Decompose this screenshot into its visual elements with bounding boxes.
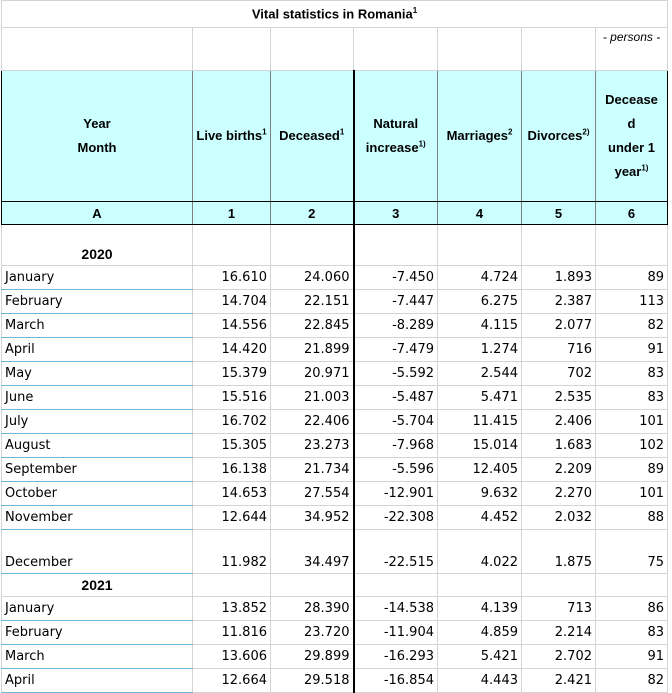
table-row	[2, 458, 668, 482]
table-title[interactable]	[2, 1, 668, 28]
empty-cell[interactable]	[522, 28, 596, 71]
divorces-cell[interactable]: 2.032	[522, 506, 596, 530]
month-cell[interactable]: January	[2, 597, 193, 621]
natural-increase-cell[interactable]: -22.515	[354, 530, 438, 574]
column-header-label: Marriages	[446, 128, 508, 143]
unit-label[interactable]: - persons -	[596, 28, 668, 71]
live-births-cell[interactable]: 15.516	[193, 386, 271, 410]
empty-cell[interactable]	[438, 225, 522, 244]
empty-cell[interactable]	[354, 243, 438, 266]
divorces-cell[interactable]: 716	[522, 338, 596, 362]
column-header-note: 1	[262, 127, 267, 137]
vital-statistics-table	[1, 0, 668, 693]
table-row	[2, 669, 668, 693]
table-row	[2, 434, 668, 458]
month-cell[interactable]: April	[2, 669, 193, 693]
marriages-cell[interactable]: 4.139	[438, 597, 522, 621]
deceased-cell[interactable]: 29.518	[271, 669, 354, 693]
month-cell[interactable]: October	[2, 482, 193, 506]
deceased-cell[interactable]: 28.390	[271, 597, 354, 621]
natural-increase-cell[interactable]: -5.592	[354, 362, 438, 386]
marriages-cell[interactable]: 4.724	[438, 266, 522, 290]
marriages-cell[interactable]: 5.471	[438, 386, 522, 410]
divorces-cell[interactable]: 2.209	[522, 458, 596, 482]
empty-cell[interactable]	[271, 225, 354, 244]
natural-increase-cell[interactable]: -7.450	[354, 266, 438, 290]
marriages-cell[interactable]: 11.415	[438, 410, 522, 434]
empty-cell[interactable]	[522, 225, 596, 244]
month-cell[interactable]: August	[2, 434, 193, 458]
deceased-cell[interactable]: 34.952	[271, 506, 354, 530]
table-row	[2, 410, 668, 434]
marriages-cell[interactable]: 4.859	[438, 621, 522, 645]
live-births-cell[interactable]: 11.982	[193, 530, 271, 574]
live-births-cell[interactable]: 16.702	[193, 410, 271, 434]
deceased-under-1-cell[interactable]: 89	[596, 458, 668, 482]
column-index-row	[2, 202, 668, 225]
divorces-cell[interactable]: 702	[522, 362, 596, 386]
table-title-note: 1	[412, 6, 418, 16]
natural-increase-cell[interactable]: -16.293	[354, 645, 438, 669]
column-header-label: Divorces	[527, 128, 583, 143]
year-row	[2, 574, 668, 597]
empty-cell[interactable]	[354, 574, 438, 597]
month-cell[interactable]: May	[2, 362, 193, 386]
empty-cell[interactable]	[271, 574, 354, 597]
marriages-cell[interactable]: 4.443	[438, 669, 522, 693]
empty-cell[interactable]	[596, 574, 668, 597]
live-births-cell[interactable]: 14.653	[193, 482, 271, 506]
divorces-cell[interactable]: 713	[522, 597, 596, 621]
table-row	[2, 386, 668, 410]
header-row	[2, 71, 668, 202]
empty-cell[interactable]	[193, 574, 271, 597]
deceased-cell[interactable]: 22.406	[271, 410, 354, 434]
empty-cell[interactable]	[438, 243, 522, 266]
month-cell[interactable]: March	[2, 314, 193, 338]
divorces-cell[interactable]: 1.875	[522, 530, 596, 574]
column-header[interactable]	[596, 71, 668, 202]
column-header[interactable]	[2, 71, 193, 202]
empty-cell[interactable]	[596, 243, 668, 266]
deceased-under-1-cell[interactable]: 86	[596, 597, 668, 621]
month-cell[interactable]: February	[2, 290, 193, 314]
live-births-cell[interactable]: 13.852	[193, 597, 271, 621]
live-births-cell[interactable]: 12.664	[193, 669, 271, 693]
deceased-under-1-cell[interactable]: 83	[596, 621, 668, 645]
divorces-cell[interactable]: 2.535	[522, 386, 596, 410]
table-row	[2, 597, 668, 621]
column-header[interactable]	[193, 71, 271, 202]
live-births-cell[interactable]: 14.556	[193, 314, 271, 338]
month-cell[interactable]: February	[2, 621, 193, 645]
deceased-cell[interactable]: 22.845	[271, 314, 354, 338]
column-header-label: Deceased	[279, 128, 340, 143]
column-header[interactable]	[438, 71, 522, 202]
empty-cell[interactable]	[2, 225, 193, 244]
empty-cell[interactable]	[271, 243, 354, 266]
natural-increase-cell[interactable]: -5.596	[354, 458, 438, 482]
empty-cell[interactable]	[596, 225, 668, 244]
column-header-label: Live births	[196, 128, 263, 143]
column-index-cell[interactable]: 5	[522, 202, 596, 225]
empty-cell[interactable]	[438, 28, 522, 71]
month-cell[interactable]: July	[2, 410, 193, 434]
year-label[interactable]: 2020	[2, 243, 193, 266]
column-index-cell[interactable]: 3	[354, 202, 438, 225]
column-index-cell[interactable]: 2	[271, 202, 354, 225]
column-header[interactable]	[522, 71, 596, 202]
deceased-under-1-cell[interactable]: 82	[596, 669, 668, 693]
live-births-cell[interactable]: 16.610	[193, 266, 271, 290]
live-births-cell[interactable]: 15.379	[193, 362, 271, 386]
live-births-cell[interactable]: 14.420	[193, 338, 271, 362]
deceased-cell[interactable]: 29.899	[271, 645, 354, 669]
deceased-under-1-cell[interactable]: 88	[596, 506, 668, 530]
natural-increase-cell[interactable]: -5.704	[354, 410, 438, 434]
deceased-under-1-cell[interactable]: 89	[596, 266, 668, 290]
live-births-cell[interactable]: 11.816	[193, 621, 271, 645]
table-row	[2, 621, 668, 645]
column-index-cell[interactable]: 4	[438, 202, 522, 225]
divorces-cell[interactable]: 1.893	[522, 266, 596, 290]
natural-increase-cell[interactable]: -7.968	[354, 434, 438, 458]
deceased-under-1-cell[interactable]: 75	[596, 530, 668, 574]
column-header-label: Decease d under 1 year	[605, 92, 658, 179]
divorces-cell[interactable]: 2.387	[522, 290, 596, 314]
empty-cell[interactable]	[438, 574, 522, 597]
column-header-note: 2	[507, 127, 513, 137]
deceased-under-1-cell[interactable]: 82	[596, 314, 668, 338]
natural-increase-cell[interactable]: -11.904	[354, 621, 438, 645]
month-cell[interactable]: December	[2, 530, 193, 574]
natural-increase-cell[interactable]: -14.538	[354, 597, 438, 621]
deceased-under-1-cell[interactable]: 91	[596, 338, 668, 362]
divorces-cell[interactable]: 2.077	[522, 314, 596, 338]
deceased-cell[interactable]: 24.060	[271, 266, 354, 290]
column-index-cell[interactable]: 6	[596, 202, 668, 225]
column-index-cell[interactable]: A	[2, 202, 193, 225]
deceased-cell[interactable]: 27.554	[271, 482, 354, 506]
table-row	[2, 645, 668, 669]
column-header-note: 1	[339, 127, 345, 137]
marriages-cell[interactable]: 4.115	[438, 314, 522, 338]
live-births-cell[interactable]: 14.704	[193, 290, 271, 314]
live-births-cell[interactable]: 13.606	[193, 645, 271, 669]
natural-increase-cell[interactable]: -8.289	[354, 314, 438, 338]
divorces-cell[interactable]: 2.406	[522, 410, 596, 434]
marriages-cell[interactable]: 4.452	[438, 506, 522, 530]
deceased-cell[interactable]: 21.734	[271, 458, 354, 482]
deceased-under-1-cell[interactable]: 101	[596, 482, 668, 506]
table-row	[2, 290, 668, 314]
year-label[interactable]: 2021	[2, 574, 193, 597]
divorces-cell[interactable]: 1.683	[522, 434, 596, 458]
divorces-cell[interactable]: 2.270	[522, 482, 596, 506]
deceased-under-1-cell[interactable]: 102	[596, 434, 668, 458]
natural-increase-cell[interactable]: -12.901	[354, 482, 438, 506]
marriages-cell[interactable]: 1.274	[438, 338, 522, 362]
deceased-cell[interactable]: 21.899	[271, 338, 354, 362]
table-row	[2, 530, 668, 574]
empty-cell[interactable]	[193, 243, 271, 266]
table-title-text: Vital statistics in Romania	[251, 6, 413, 22]
table-row	[2, 314, 668, 338]
column-header[interactable]	[354, 71, 438, 202]
empty-cell[interactable]	[354, 225, 438, 244]
empty-cell[interactable]	[522, 574, 596, 597]
natural-increase-cell[interactable]: -7.479	[354, 338, 438, 362]
column-header-note: 1)	[418, 139, 426, 149]
table-row	[2, 362, 668, 386]
column-header-note: 1)	[641, 163, 649, 173]
month-cell[interactable]: March	[2, 645, 193, 669]
divorces-cell[interactable]: 2.214	[522, 621, 596, 645]
table-row	[2, 482, 668, 506]
deceased-cell[interactable]: 20.971	[271, 362, 354, 386]
empty-cell[interactable]	[271, 28, 354, 71]
month-cell[interactable]: January	[2, 266, 193, 290]
year-row	[2, 243, 668, 266]
empty-cell[interactable]	[2, 28, 193, 71]
deceased-cell[interactable]: 22.151	[271, 290, 354, 314]
deceased-under-1-cell[interactable]: 83	[596, 386, 668, 410]
natural-increase-cell[interactable]: -22.308	[354, 506, 438, 530]
column-header-label: Year Month	[77, 116, 117, 155]
month-cell[interactable]: April	[2, 338, 193, 362]
divorces-cell[interactable]: 2.421	[522, 669, 596, 693]
marriages-cell[interactable]: 5.421	[438, 645, 522, 669]
natural-increase-cell[interactable]: -16.854	[354, 669, 438, 693]
table-row	[2, 266, 668, 290]
table-row	[2, 338, 668, 362]
empty-cell[interactable]	[354, 28, 438, 71]
live-births-cell[interactable]: 16.138	[193, 458, 271, 482]
marriages-cell[interactable]: 2.544	[438, 362, 522, 386]
natural-increase-cell[interactable]: -5.487	[354, 386, 438, 410]
month-cell[interactable]: June	[2, 386, 193, 410]
deceased-under-1-cell[interactable]: 101	[596, 410, 668, 434]
marriages-cell[interactable]: 12.405	[438, 458, 522, 482]
column-header-note: 2)	[582, 127, 590, 137]
month-cell[interactable]: November	[2, 506, 193, 530]
deceased-cell[interactable]: 34.497	[271, 530, 354, 574]
deceased-cell[interactable]: 21.003	[271, 386, 354, 410]
live-births-cell[interactable]: 12.644	[193, 506, 271, 530]
deceased-cell[interactable]: 23.273	[271, 434, 354, 458]
column-index-cell[interactable]: 1	[193, 202, 271, 225]
marriages-cell[interactable]: 6.275	[438, 290, 522, 314]
empty-cell[interactable]	[522, 243, 596, 266]
column-header-label: Natural increase	[365, 116, 419, 155]
live-births-cell[interactable]: 15.305	[193, 434, 271, 458]
deceased-under-1-cell[interactable]: 91	[596, 645, 668, 669]
column-header[interactable]	[271, 71, 354, 202]
deceased-under-1-cell[interactable]: 83	[596, 362, 668, 386]
month-cell[interactable]: September	[2, 458, 193, 482]
table-row	[2, 506, 668, 530]
marriages-cell[interactable]: 4.022	[438, 530, 522, 574]
marriages-cell[interactable]: 9.632	[438, 482, 522, 506]
spacer-row	[2, 225, 668, 244]
marriages-cell[interactable]: 15.014	[438, 434, 522, 458]
empty-cell[interactable]	[193, 225, 271, 244]
natural-increase-cell[interactable]: -7.447	[354, 290, 438, 314]
divorces-cell[interactable]: 2.702	[522, 645, 596, 669]
deceased-under-1-cell[interactable]: 113	[596, 290, 668, 314]
empty-cell[interactable]	[193, 28, 271, 71]
deceased-cell[interactable]: 23.720	[271, 621, 354, 645]
